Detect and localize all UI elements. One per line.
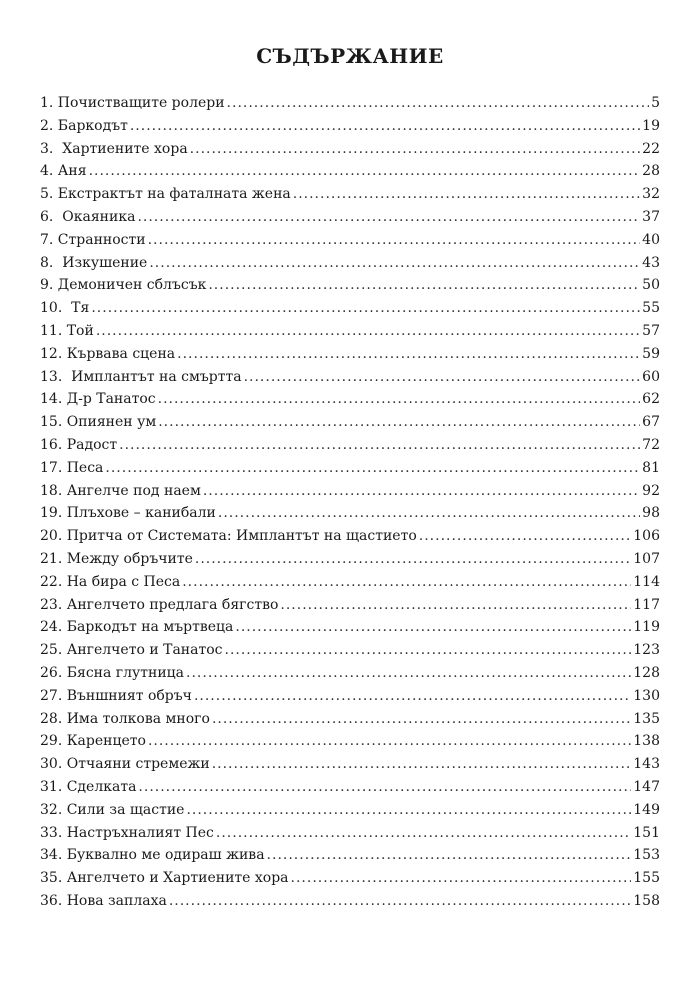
toc-entry [40, 480, 660, 503]
toc-entry [40, 206, 660, 229]
toc-entry [40, 229, 660, 252]
toc-entry [40, 867, 660, 890]
toc-entry [40, 366, 660, 389]
toc-entry-page-number: 43 [642, 254, 660, 271]
toc-entry-page-number: 114 [633, 573, 660, 590]
toc-entry [40, 822, 660, 845]
toc-entry-page-number: 149 [633, 801, 660, 818]
toc-entry-page-number: 153 [633, 847, 660, 864]
toc-entry [40, 138, 660, 161]
toc-entry-page-number: 151 [633, 824, 660, 841]
toc-entry-label: 29. Каренцето [40, 733, 146, 750]
toc-entry [40, 571, 660, 594]
toc-entry [40, 616, 660, 639]
toc-entry-page-number: 158 [633, 892, 660, 909]
toc-entry-label: 25. Ангелчето и Танатос [40, 642, 223, 659]
toc-entry-page-number: 138 [633, 733, 660, 750]
dot-leader [96, 320, 640, 343]
toc-entry-page-number: 107 [633, 550, 660, 567]
toc-entry-page-number: 119 [633, 619, 660, 636]
toc-entry-label: 35. Ангелчето и Хартиените хора [40, 870, 289, 887]
toc-entry [40, 274, 660, 297]
toc-entry-page-number: 60 [642, 368, 660, 385]
toc-entry-label: 10. Тя [40, 300, 90, 317]
toc-entry [40, 434, 660, 457]
toc-entry-page-number: 57 [642, 322, 660, 339]
toc-entry-label: 14. Д-р Танатос [40, 391, 156, 408]
toc-entry-page-number: 147 [633, 778, 660, 795]
toc-entry-page-number: 67 [642, 414, 660, 431]
toc-entry-label: 18. Ангелче под наем [40, 482, 201, 499]
toc-entry-label: 27. Външният обръч [40, 687, 192, 704]
toc-entry-page-number: 155 [633, 870, 660, 887]
toc-entry-label: 32. Сили за щастие [40, 801, 185, 818]
toc-entry [40, 594, 660, 617]
dot-leader [208, 274, 640, 297]
dot-leader [182, 571, 631, 594]
dot-leader [419, 525, 632, 548]
dot-leader [158, 388, 641, 411]
dot-leader [119, 434, 640, 457]
toc-entry-page-number: 123 [633, 642, 660, 659]
toc-entry-page-number: 117 [633, 596, 660, 613]
toc-entry-label: 33. Настръхналият Пес [40, 824, 214, 841]
toc-entry-label: 23. Ангелчето предлага бягство [40, 596, 279, 613]
dot-leader [293, 183, 640, 206]
toc-entry-label: 12. Кървава сцена [40, 345, 176, 362]
toc-entry [40, 457, 660, 480]
toc-entry [40, 685, 660, 708]
toc-entry [40, 411, 660, 434]
toc-entry [40, 662, 660, 685]
dot-leader [186, 799, 631, 822]
toc-entry-page-number: 62 [642, 391, 660, 408]
toc-entry [40, 799, 660, 822]
toc-entry-label: 20. Притча от Системата: Имплантът на щастието [40, 528, 417, 545]
toc-entry-page-number: 37 [642, 208, 660, 225]
toc-entry-label: 9. Демоничен сблъсък [40, 277, 207, 294]
toc-entry [40, 753, 660, 776]
toc-entry-label: 1. Почистващите ролери [40, 95, 225, 111]
dot-leader [212, 708, 631, 731]
dot-leader [186, 662, 631, 685]
toc-entry-label: 8. Изкушение [40, 254, 148, 271]
dot-leader [130, 115, 640, 138]
page-title: СЪДЪРЖАНИЕ [256, 44, 444, 68]
dot-leader [149, 252, 640, 275]
toc-entry [40, 525, 660, 548]
dot-leader [216, 822, 631, 845]
toc-entry-label: 15. Опиянен ум [40, 414, 157, 431]
toc-entry [40, 730, 660, 753]
toc-entry-page-number: 55 [642, 300, 660, 317]
toc-entry [40, 708, 660, 731]
toc-entry [40, 115, 660, 138]
dot-leader [225, 639, 632, 662]
toc-entry [40, 639, 660, 662]
toc-entry-label: 4. Аня [40, 163, 87, 180]
toc-entry-label: 3. Хартиените хора [40, 140, 188, 157]
dot-leader [169, 890, 631, 913]
toc-entry [40, 320, 660, 343]
toc-entry-page-number: 22 [642, 140, 660, 157]
toc-entry-label: 34. Буквално ме одираш жива [40, 847, 265, 864]
toc-entry [40, 92, 660, 115]
toc-entry-page-number: 28 [642, 163, 660, 180]
dot-leader [177, 343, 640, 366]
toc-entry-page-number: 5 [651, 95, 660, 111]
toc-entry [40, 844, 660, 867]
toc-entry-page-number: 19 [642, 117, 660, 134]
toc-entry-page-number: 130 [633, 687, 660, 704]
dot-leader [291, 867, 632, 890]
toc-entry-label: 19. Плъхове – канибали [40, 505, 216, 522]
toc-entry-label: 36. Нова заплаха [40, 892, 167, 909]
toc-entry-label: 24. Баркодът на мъртвеца [40, 619, 234, 636]
dot-leader [280, 594, 631, 617]
dot-leader [267, 844, 632, 867]
toc-entry-label: 6. Окаяника [40, 208, 136, 225]
dot-leader [235, 616, 631, 639]
dot-leader [148, 730, 631, 753]
dot-leader [203, 480, 640, 503]
toc-entry [40, 160, 660, 183]
toc-entry-page-number: 98 [642, 505, 660, 522]
toc-entry [40, 297, 660, 320]
toc-entry [40, 343, 660, 366]
toc-entry [40, 502, 660, 525]
toc-entry [40, 776, 660, 799]
dot-leader [91, 297, 640, 320]
dot-leader [190, 138, 641, 161]
toc-entry [40, 388, 660, 411]
toc-entry-label: 13. Имплантът на смъртта [40, 368, 242, 385]
dot-leader [148, 229, 641, 252]
toc-entry [40, 183, 660, 206]
dot-leader [218, 502, 640, 525]
toc-entry-page-number: 92 [642, 482, 660, 499]
toc-entry-page-number: 143 [633, 756, 660, 773]
dot-leader [227, 92, 650, 115]
toc-entry-label: 11. Той [40, 322, 94, 339]
dot-leader [158, 411, 640, 434]
toc-entry [40, 252, 660, 275]
toc-entry-label: 2. Баркодът [40, 117, 128, 134]
toc-entry-page-number: 40 [642, 231, 660, 248]
dot-leader [194, 685, 631, 708]
dot-leader [212, 753, 632, 776]
toc-entry-page-number: 81 [642, 459, 660, 476]
dot-leader [138, 776, 631, 799]
dot-leader [137, 206, 640, 229]
dot-leader [89, 160, 641, 183]
dot-leader [195, 548, 631, 571]
toc-entry [40, 548, 660, 571]
dot-leader [244, 366, 641, 389]
toc-entry-label: 22. На бира с Песа [40, 573, 181, 590]
toc-entry-label: 7. Странности [40, 231, 146, 248]
toc-entry-page-number: 106 [633, 528, 660, 545]
toc-entry-label: 31. Сделката [40, 778, 137, 795]
toc-entry-label: 21. Между обръчите [40, 550, 193, 567]
table-of-contents [40, 92, 660, 913]
toc-entry [40, 890, 660, 913]
toc-entry-label: 28. Има толкова много [40, 710, 210, 727]
toc-entry-page-number: 59 [642, 345, 660, 362]
toc-entry-label: 30. Отчаяни стремежи [40, 756, 210, 773]
toc-entry-label: 16. Радост [40, 436, 118, 453]
toc-entry-label: 5. Екстрактът на фаталната жена [40, 186, 291, 203]
dot-leader [105, 457, 640, 480]
toc-entry-page-number: 135 [633, 710, 660, 727]
toc-entry-page-number: 72 [642, 436, 660, 453]
toc-entry-label: 17. Песа [40, 459, 104, 476]
toc-entry-page-number: 128 [633, 664, 660, 681]
toc-entry-page-number: 32 [642, 186, 660, 203]
toc-entry-page-number: 50 [642, 277, 660, 294]
toc-entry-label: 26. Бясна глутница [40, 664, 185, 681]
